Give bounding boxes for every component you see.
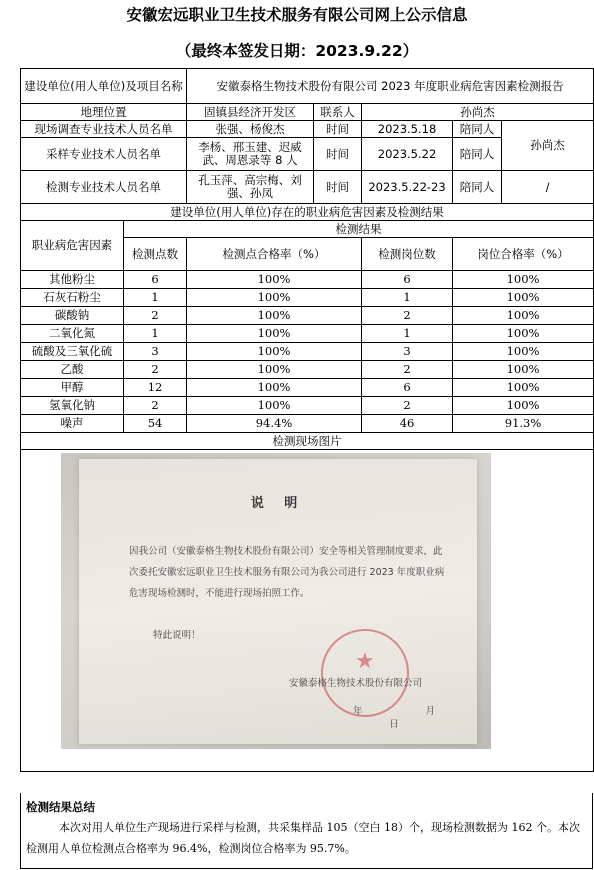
points: 1 — [124, 325, 187, 343]
table-row — [21, 307, 594, 325]
table-row — [21, 343, 594, 361]
post-rate: 100% — [453, 271, 594, 289]
factor-name: 甲醇 — [21, 379, 124, 397]
col-header-point-rate: 检测点合格率（%） — [187, 238, 362, 271]
photo-cell — [21, 450, 594, 772]
sampling-accompany-label: 陪同人 — [453, 138, 502, 171]
point-rate: 94.4% — [187, 415, 362, 433]
posts: 6 — [362, 271, 453, 289]
posts: 2 — [362, 361, 453, 379]
testing-accompany-label: 陪同人 — [453, 171, 502, 204]
factor-name: 二氧化氮 — [21, 325, 124, 343]
post-rate: 100% — [453, 379, 594, 397]
post-rate: 100% — [453, 343, 594, 361]
summary-heading: 检测结果总结 — [26, 800, 95, 814]
posts: 2 — [362, 307, 453, 325]
factor-name: 碳酸钠 — [21, 307, 124, 325]
post-rate: 100% — [453, 325, 594, 343]
points: 2 — [124, 397, 187, 415]
posts: 1 — [362, 325, 453, 343]
points: 6 — [124, 271, 187, 289]
point-rate: 100% — [187, 361, 362, 379]
sampling-time-label: 时间 — [314, 138, 362, 171]
points: 12 — [124, 379, 187, 397]
table-row — [21, 415, 594, 433]
site-photo — [61, 453, 491, 749]
statement-paper — [79, 459, 477, 744]
point-rate: 100% — [187, 271, 362, 289]
survey-time-label: 时间 — [314, 121, 362, 138]
sign-date: （最终本签发日期：2023.9.22） — [175, 42, 419, 60]
factor-name: 噪声 — [21, 415, 124, 433]
survey-accompany-label: 陪同人 — [453, 121, 502, 138]
statement-body: 因我公司（安徽泰格生物技术股份有限公司）安全等相关管理制度要求，此次委托安徽宏远职业卫生技术服务有限公司为我公司进行 2023 年度职业病危害现场检测时，不能进行现场拍照工作。 — [129, 546, 445, 599]
col-header-points: 检测点数 — [124, 238, 187, 271]
table-row — [21, 271, 594, 289]
sampling-time: 2023.5.22 — [362, 138, 453, 171]
statement-signature: 安徽泰格生物技术股份有限公司 — [289, 678, 423, 689]
location-label: 地理位置 — [21, 104, 187, 121]
sampling-label: 采样专业技术人员名单 — [21, 138, 187, 171]
points: 3 — [124, 343, 187, 361]
post-rate: 100% — [453, 307, 594, 325]
survey-names: 张强、杨俊杰 — [187, 121, 314, 138]
table-row — [21, 361, 594, 379]
point-rate: 100% — [187, 289, 362, 307]
survey-label: 现场调查专业技术人员名单 — [21, 121, 187, 138]
col-header-posts: 检测岗位数 — [362, 238, 453, 271]
factor-name: 其他粉尘 — [21, 271, 124, 289]
disclosure-table — [20, 68, 594, 772]
photo-section-label: 检测现场图片 — [21, 433, 594, 450]
summary-text: 本次对用人单位生产现场进行采样与检测，共采集样品 105（空白 18）个，现场检测数据为 162 个。本次检测用人单位检测点合格率为 96.4%，检测岗位合格率为 95.7%。 — [26, 821, 580, 855]
factor-name: 硫酸及三氧化硫 — [21, 343, 124, 361]
posts: 2 — [362, 397, 453, 415]
survey-time: 2023.5.18 — [362, 121, 453, 138]
posts: 3 — [362, 343, 453, 361]
point-rate: 100% — [187, 307, 362, 325]
table-row — [21, 289, 594, 307]
contact-label: 联系人 — [314, 104, 362, 121]
factor-name: 石灰石粉尘 — [21, 289, 124, 307]
points: 1 — [124, 289, 187, 307]
points: 54 — [124, 415, 187, 433]
table-row — [21, 379, 594, 397]
testing-time: 2023.5.22-23 — [362, 171, 453, 204]
post-rate: 100% — [453, 361, 594, 379]
point-rate: 100% — [187, 325, 362, 343]
sampling-names: 李杨、邢玉建、迟威武、周恩录等 8 人 — [187, 138, 314, 171]
summary-box — [20, 793, 593, 869]
points: 2 — [124, 361, 187, 379]
table-row — [21, 325, 594, 343]
statement-date: 年 月 日 — [352, 706, 466, 730]
point-rate: 100% — [187, 379, 362, 397]
posts: 6 — [362, 379, 453, 397]
post-rate: 91.3% — [453, 415, 594, 433]
company-value: 安徽泰格生物技术股份有限公司 2023 年度职业病危害因素检测报告 — [187, 69, 594, 104]
testing-names: 孔玉萍、高宗梅、刘强、孙凤 — [187, 171, 314, 204]
post-rate: 100% — [453, 397, 594, 415]
testing-label: 检测专业技术人员名单 — [21, 171, 187, 204]
point-rate: 100% — [187, 343, 362, 361]
point-rate: 100% — [187, 397, 362, 415]
seal-star-icon: ★ — [355, 649, 375, 674]
table-row — [21, 397, 594, 415]
statement-closing: 特此说明！ — [153, 630, 201, 641]
page-title: 安徽宏远职业卫生技术服务有限公司网上公示信息 — [126, 6, 468, 24]
posts: 1 — [362, 289, 453, 307]
results-header: 检测结果 — [124, 221, 594, 238]
factor-header: 职业病危害因素 — [21, 221, 124, 271]
factor-name: 氢氧化钠 — [21, 397, 124, 415]
col-header-post-rate: 岗位合格率（%） — [453, 238, 594, 271]
points: 2 — [124, 307, 187, 325]
accompany-person: 孙尚杰 — [502, 121, 594, 171]
factor-name: 乙酸 — [21, 361, 124, 379]
results-section-title: 建设单位(用人单位)存在的职业病危害因素及检测结果 — [21, 204, 594, 221]
testing-accompany: / — [502, 171, 594, 204]
testing-time-label: 时间 — [314, 171, 362, 204]
contact-value: 孙尚杰 — [362, 104, 594, 121]
posts: 46 — [362, 415, 453, 433]
post-rate: 100% — [453, 289, 594, 307]
statement-title: 说 明 — [250, 496, 306, 511]
location-value: 固镇县经济开发区 — [187, 104, 314, 121]
company-label: 建设单位(用人单位)及项目名称 — [21, 69, 187, 104]
